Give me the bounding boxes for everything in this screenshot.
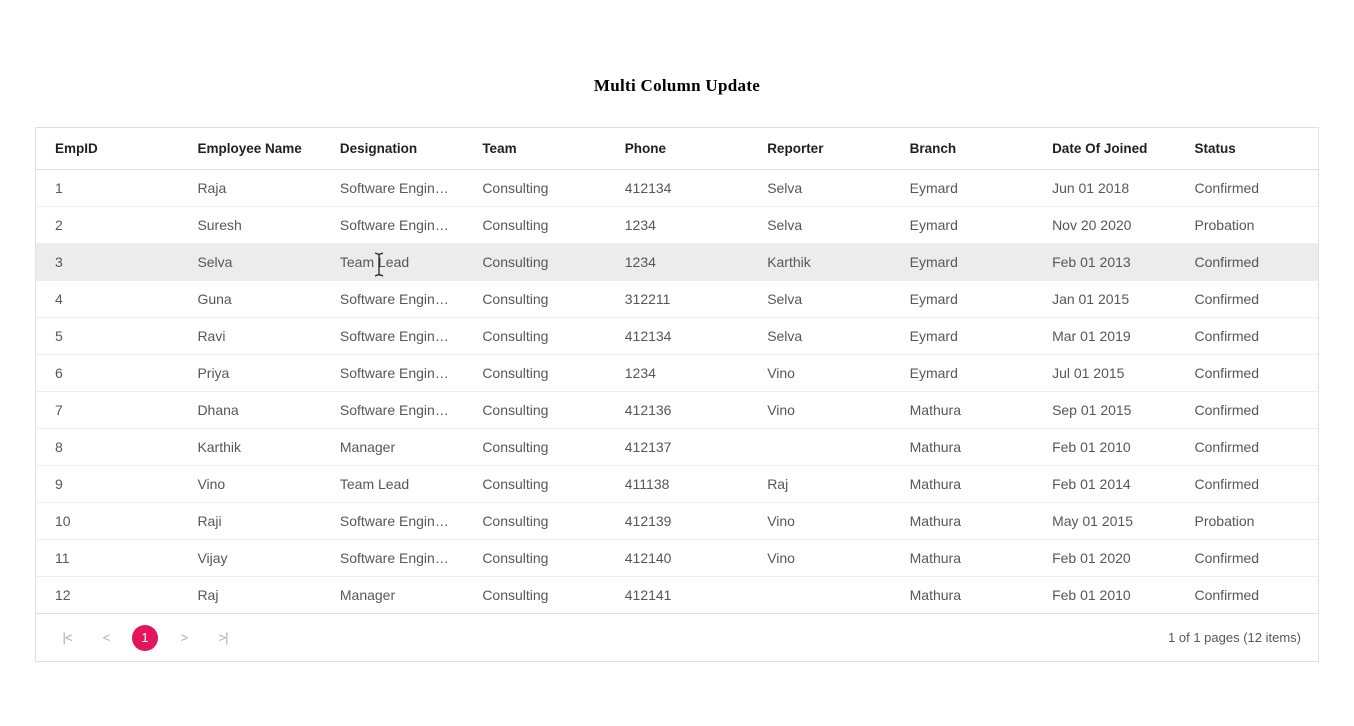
grid-cell[interactable]: Consulting xyxy=(463,354,605,391)
grid-cell[interactable]: Mathura xyxy=(891,502,1033,539)
grid-cell[interactable]: 412134 xyxy=(606,169,748,206)
grid-cell[interactable]: Vino xyxy=(748,354,890,391)
table-row[interactable] xyxy=(36,206,1318,243)
grid-cell[interactable]: Jun 01 2018 xyxy=(1033,169,1175,206)
grid-cell[interactable]: Confirmed xyxy=(1176,428,1319,465)
grid-cell[interactable]: 2 xyxy=(36,206,178,243)
grid-cell[interactable]: 412136 xyxy=(606,391,748,428)
grid-cell[interactable]: Software Engin… xyxy=(321,354,463,391)
grid-cell[interactable]: Team Lead xyxy=(321,243,463,280)
grid-cell[interactable]: Raj xyxy=(748,465,890,502)
grid-cell[interactable]: Eymard xyxy=(891,317,1033,354)
grid-cell[interactable]: Eymard xyxy=(891,169,1033,206)
grid-cell[interactable]: Vino xyxy=(178,465,320,502)
grid-cell[interactable]: 1 xyxy=(36,169,178,206)
grid-cell[interactable]: Mathura xyxy=(891,428,1033,465)
grid-cell[interactable]: Selva xyxy=(748,280,890,317)
grid-cell[interactable]: Consulting xyxy=(463,206,605,243)
grid-cell[interactable]: Vijay xyxy=(178,539,320,576)
grid-cell[interactable]: Dhana xyxy=(178,391,320,428)
grid-cell[interactable]: Raja xyxy=(178,169,320,206)
grid-cell[interactable]: Raji xyxy=(178,502,320,539)
grid-cell[interactable]: 9 xyxy=(36,465,178,502)
grid-cell[interactable]: Consulting xyxy=(482,586,549,603)
column-header-status[interactable]: Status xyxy=(1176,128,1319,169)
grid-cell[interactable]: 1234 xyxy=(606,206,748,243)
grid-cell[interactable]: Software Engin… xyxy=(321,206,463,243)
grid-cell[interactable]: Feb 01 2020 xyxy=(1033,539,1175,576)
grid-cell[interactable]: Consulting xyxy=(463,428,605,465)
grid-cell[interactable]: 412140 xyxy=(606,539,748,576)
header-row xyxy=(36,128,1318,169)
grid-cell[interactable]: Vino xyxy=(748,391,890,428)
grid-cell[interactable]: Eymard xyxy=(891,243,1033,280)
column-header-designation[interactable]: Designation xyxy=(321,128,463,169)
column-header-reporter[interactable]: Reporter xyxy=(748,128,890,169)
grid-cell[interactable]: Selva xyxy=(748,206,890,243)
grid-cell[interactable]: Confirmed xyxy=(1176,539,1319,576)
grid-cell[interactable]: 412139 xyxy=(606,502,748,539)
table-row[interactable] xyxy=(36,169,1318,206)
grid-cell[interactable]: Manager xyxy=(339,586,396,603)
grid-cell[interactable]: Priya xyxy=(178,354,320,391)
grid-cell[interactable]: Ravi xyxy=(178,317,320,354)
grid-table xyxy=(36,128,1318,613)
grid-cell[interactable]: Suresh xyxy=(178,206,320,243)
grid-cell[interactable]: Selva xyxy=(748,317,890,354)
table-row[interactable] xyxy=(36,465,1318,502)
next-page-button[interactable]: > xyxy=(180,630,188,645)
grid-cell[interactable]: 11 xyxy=(36,539,178,576)
grid-cell[interactable]: Manager xyxy=(321,428,463,465)
grid-cell[interactable]: Mathura xyxy=(891,391,1033,428)
grid-cell[interactable]: Consulting xyxy=(463,169,605,206)
column-header-date-of-joined[interactable]: Date Of Joined xyxy=(1033,128,1175,169)
pager-info: 1 of 1 pages (12 items) xyxy=(1168,630,1301,645)
grid-cell[interactable]: Confirmed xyxy=(1176,169,1319,206)
grid-cell[interactable]: Eymard xyxy=(891,280,1033,317)
grid-cell[interactable]: 3 xyxy=(36,243,178,280)
grid-cell[interactable]: Selva xyxy=(748,169,890,206)
grid-cell[interactable]: Feb 01 2014 xyxy=(1033,465,1175,502)
grid-cell[interactable]: Confirmed xyxy=(1176,391,1319,428)
grid-cell[interactable]: Karthik xyxy=(178,428,320,465)
grid-cell[interactable]: 7 xyxy=(36,391,178,428)
employee-grid xyxy=(35,127,1319,662)
column-header-team[interactable]: Team xyxy=(463,128,605,169)
grid-body xyxy=(36,169,1318,613)
grid-cell[interactable]: Team Lead xyxy=(321,465,463,502)
grid-cell[interactable]: Feb 01 2010 xyxy=(1033,428,1175,465)
table-row[interactable] xyxy=(36,243,1318,280)
page-1-button[interactable]: 1 xyxy=(132,625,158,651)
grid-cell[interactable]: Selva xyxy=(178,243,320,280)
grid-cell[interactable]: Mathura xyxy=(909,586,961,603)
grid-cell[interactable]: Consulting xyxy=(463,243,605,280)
column-header-employee-name[interactable]: Employee Name xyxy=(178,128,320,169)
grid-cell[interactable]: 8 xyxy=(36,428,178,465)
grid-cell[interactable]: 5 xyxy=(36,317,178,354)
grid-cell[interactable] xyxy=(748,576,890,613)
grid-cell[interactable]: Probation xyxy=(1176,502,1319,539)
grid-cell[interactable]: Confirmed xyxy=(1176,280,1319,317)
table-row[interactable] xyxy=(36,317,1318,354)
column-header-branch[interactable]: Branch xyxy=(891,128,1033,169)
grid-cell[interactable]: Feb 01 2010 xyxy=(1052,586,1131,603)
grid-cell[interactable]: Consulting xyxy=(463,465,605,502)
grid-cell[interactable]: Vino xyxy=(748,502,890,539)
table-row[interactable] xyxy=(36,502,1318,539)
grid-cell[interactable]: Jul 01 2015 xyxy=(1033,354,1175,391)
column-header-empid[interactable]: EmpID xyxy=(36,128,178,169)
grid-cell[interactable]: Confirmed xyxy=(1176,465,1319,502)
grid-cell[interactable]: 1234 xyxy=(606,243,748,280)
table-row[interactable] xyxy=(36,576,1318,613)
grid-cell[interactable]: Sep 01 2015 xyxy=(1033,391,1175,428)
table-row[interactable] xyxy=(36,428,1318,465)
grid-cell[interactable]: Feb 01 2013 xyxy=(1033,243,1175,280)
grid-cell[interactable]: Software Engin… xyxy=(321,169,463,206)
grid-cell[interactable]: Software Engin… xyxy=(321,317,463,354)
grid-cell[interactable]: Nov 20 2020 xyxy=(1033,206,1175,243)
column-header-phone[interactable]: Phone xyxy=(606,128,748,169)
grid-cell[interactable]: Mathura xyxy=(891,539,1033,576)
last-page-button[interactable]: >| xyxy=(218,630,228,645)
grid-cell[interactable]: Consulting xyxy=(463,391,605,428)
grid-cell[interactable]: Vino xyxy=(748,539,890,576)
grid-cell[interactable]: Jan 01 2015 xyxy=(1033,280,1175,317)
grid-cell[interactable]: Eymard xyxy=(891,354,1033,391)
grid-cell[interactable]: Consulting xyxy=(463,280,605,317)
page-title: Multi Column Update xyxy=(593,76,761,95)
grid-cell[interactable]: Raj xyxy=(197,586,219,603)
grid-cell[interactable]: Consulting xyxy=(463,502,605,539)
grid-cell[interactable]: Probation xyxy=(1176,206,1319,243)
grid-cell[interactable]: 412137 xyxy=(606,428,748,465)
grid-cell[interactable]: Software Engin… xyxy=(321,280,463,317)
grid-cell[interactable]: 411138 xyxy=(606,465,748,502)
grid-cell[interactable]: Eymard xyxy=(891,206,1033,243)
first-page-button[interactable]: |< xyxy=(62,630,72,645)
grid-cell[interactable]: 1234 xyxy=(606,354,748,391)
table-row[interactable] xyxy=(36,391,1318,428)
grid-header xyxy=(36,128,1318,169)
grid-cell[interactable]: 412141 xyxy=(624,586,672,603)
grid-cell[interactable]: Confirmed xyxy=(1176,243,1319,280)
grid-cell[interactable]: Guna xyxy=(178,280,320,317)
grid-cell[interactable] xyxy=(748,428,890,465)
grid-cell[interactable]: Consulting xyxy=(463,317,605,354)
grid-cell[interactable]: Software Engin… xyxy=(321,502,463,539)
grid-cell[interactable]: 6 xyxy=(36,354,178,391)
grid-cell[interactable]: Software Engin… xyxy=(321,539,463,576)
table-row[interactable] xyxy=(36,354,1318,391)
grid-cell[interactable]: Karthik xyxy=(748,243,890,280)
grid-cell[interactable]: Consulting xyxy=(463,539,605,576)
grid-cell[interactable]: Software Engin… xyxy=(321,391,463,428)
grid-cell[interactable]: Confirmed xyxy=(1176,317,1319,354)
grid-cell[interactable]: 10 xyxy=(36,502,178,539)
grid-cell[interactable]: Mar 01 2019 xyxy=(1033,317,1175,354)
grid-cell[interactable]: Confirmed xyxy=(1176,354,1319,391)
grid-cell[interactable]: Mathura xyxy=(891,465,1033,502)
prev-page-button[interactable]: < xyxy=(102,630,110,645)
grid-cell[interactable]: 4 xyxy=(36,280,178,317)
grid-cell[interactable]: 312211 xyxy=(606,280,748,317)
grid-cell[interactable]: May 01 2015 xyxy=(1033,502,1175,539)
grid-cell[interactable]: 12 xyxy=(55,586,71,603)
table-row[interactable] xyxy=(36,280,1318,317)
grid-cell[interactable]: Confirmed xyxy=(1194,586,1260,603)
table-row[interactable] xyxy=(36,539,1318,576)
pager xyxy=(36,613,1318,661)
grid-cell[interactable]: 412134 xyxy=(606,317,748,354)
